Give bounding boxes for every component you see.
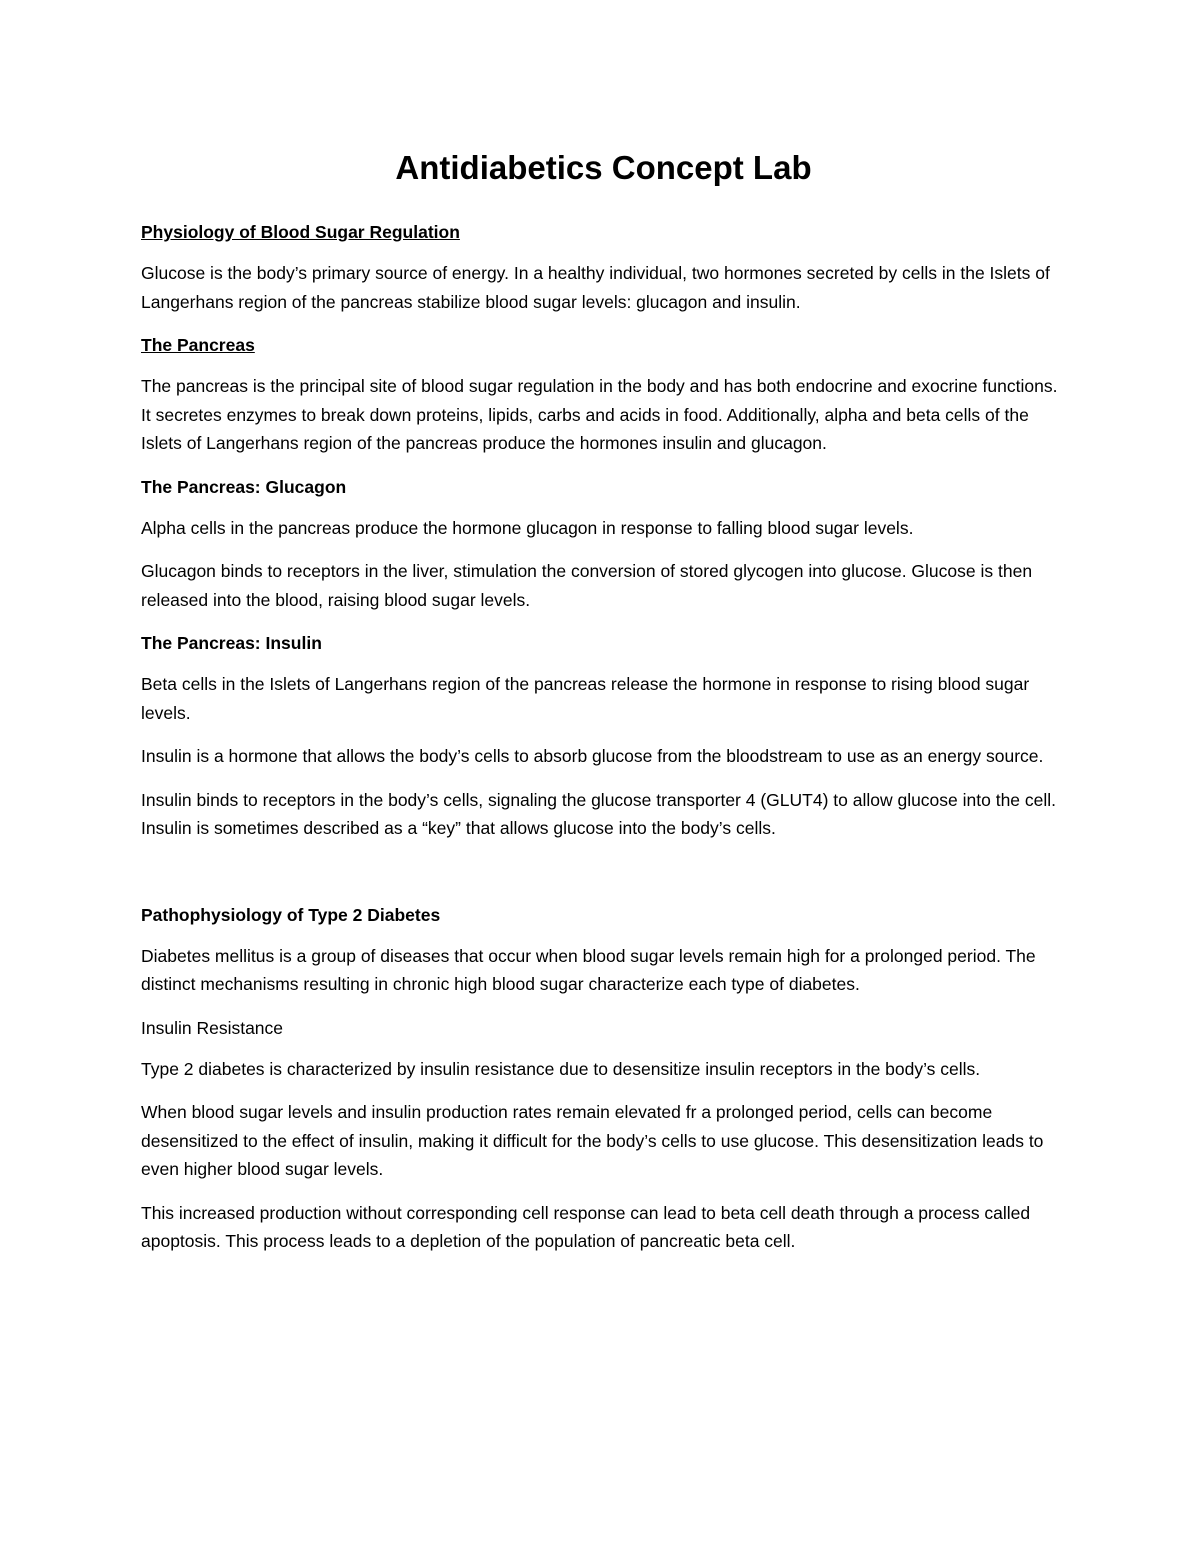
paragraph-pancreas-1: The pancreas is the principal site of blood sugar regulation in the body and has both endocrine and exocrine functions. It secretes enzymes to break down proteins, lipids, carbs and acids in food. Additionally, alpha and beta cells of the Islets of Langerhans region of the pancreas produce the hormones insulin and glucagon. (141, 376, 1058, 453)
paragraph-resistance-3: This increased production without corresponding cell response can lead to beta cell death through a process called apoptosis. This process leads to a depletion of the population of pancreatic beta cell. (141, 1202, 1031, 1251)
paragraph-glucagon-2: Glucagon binds to receptors in the liver, stimulation the conversion of stored glycogen into glucose. Glucose is then released into the blood, raising blood sugar levels. (141, 561, 1033, 610)
paragraph-resistance-1: Type 2 diabetes is characterized by insulin resistance due to desensitize insulin receptors in the body’s cells. (141, 1058, 981, 1079)
paragraph-glucagon-1: Alpha cells in the pancreas produce the hormone glucagon in response to falling blood sugar levels. (141, 517, 914, 538)
section-heading-physiology: Physiology of Blood Sugar Regulation (141, 222, 460, 242)
blank-line (141, 858, 1066, 901)
document-body (141, 148, 1066, 1271)
document-title: Antidiabetics Concept Lab (395, 149, 812, 186)
section-heading-pathophysiology: Pathophysiology of Type 2 Diabetes (141, 904, 441, 925)
section-heading-insulin-resistance: Insulin Resistance (141, 1017, 284, 1038)
paragraph-insulin-3: Insulin binds to receptors in the body’s cells, signaling the glucose transporter 4 (GLUT4) to allow glucose into the cell. Insulin is sometimes described as a “key” that allows glucose into the body’s cells. (141, 789, 1057, 838)
paragraph-physiology-1: Glucose is the body’s primary source of energy. In a healthy individual, two hormones secreted by cells in the Islets of Langerhans region of the pancreas stabilize blood sugar levels: glucagon and insulin. (141, 263, 1050, 312)
paragraph-insulin-2: Insulin is a hormone that allows the body’s cells to absorb glucose from the bloodstream to use as an energy source. (141, 746, 1044, 766)
section-heading-pancreas: The Pancreas (141, 335, 255, 355)
paragraph-insulin-1: Beta cells in the Islets of Langerhans region of the pancreas release the hormone in response to rising blood sugar levels. (141, 674, 1030, 723)
section-heading-insulin: The Pancreas: Insulin (141, 633, 322, 653)
section-heading-glucagon: The Pancreas: Glucagon (141, 476, 347, 497)
paragraph-resistance-2: When blood sugar levels and insulin production rates remain elevated fr a prolonged period, cells can become desensitized to the effect of insulin, making it difficult for the body’s cells to use glucose. This desensitization leads to even higher blood sugar levels. (141, 1102, 1044, 1179)
paragraph-pathophysiology-1: Diabetes mellitus is a group of diseases that occur when blood sugar levels remain high for a prolonged period. The distinct mechanisms resulting in chronic high blood sugar characterize each type of diabetes. (141, 945, 1036, 994)
